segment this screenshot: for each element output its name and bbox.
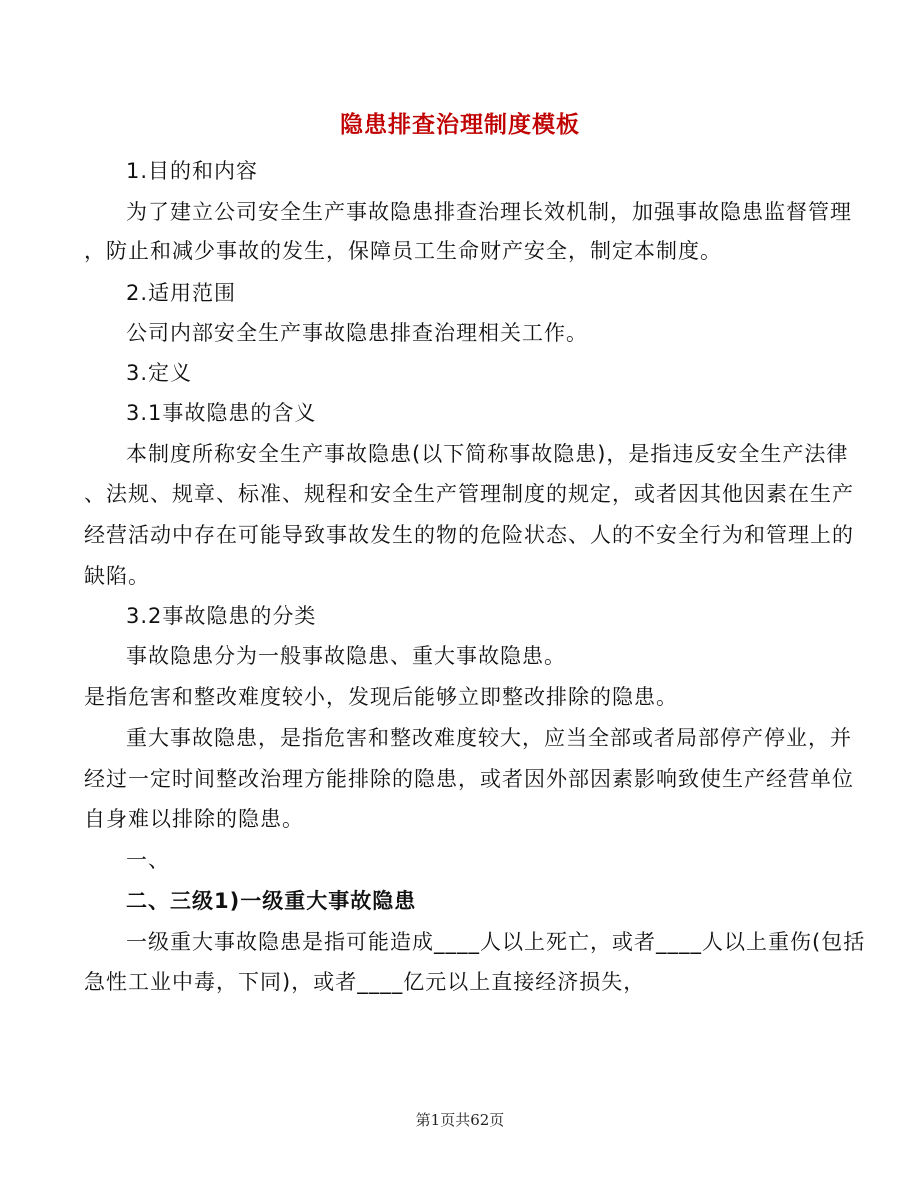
paragraph-line: 公司内部安全生产事故隐患排查治理相关工作。 bbox=[126, 321, 588, 345]
paragraph-line: 急性工业中毒，下同)，或者____亿元以上直接经济损失， bbox=[84, 970, 646, 994]
section-heading: 二、三级1)一级重大事故隐患 bbox=[126, 889, 417, 913]
paragraph-line: 是指危害和整改难度较小，发现后能够立即整改排除的隐患。 bbox=[84, 685, 678, 709]
subsection-heading: 3.1事故隐患的含义 bbox=[126, 401, 317, 425]
section-heading: 一、 bbox=[126, 848, 170, 872]
page-number: 第1页共62页 bbox=[415, 1111, 505, 1129]
paragraph-line: 、法规、规章、标准、规程和安全生产管理制度的规定，或者因其他因素在生产 bbox=[84, 482, 854, 506]
paragraph-line: 为了建立公司安全生产事故隐患排查治理长效机制，加强事故隐患监督管理 bbox=[126, 200, 852, 224]
paragraph-line: 缺陷。 bbox=[84, 564, 150, 588]
paragraph-line: 自身难以排除的隐患。 bbox=[84, 807, 304, 831]
paragraph-line: 一级重大事故隐患是指可能造成____人以上死亡，或者____人以上重伤(包括 bbox=[126, 930, 866, 954]
paragraph-line: 本制度所称安全生产事故隐患(以下简称事故隐患)，是指违反安全生产法律 bbox=[126, 442, 849, 466]
paragraph-line: 经营活动中存在可能导致事故发生的物的危险状态、人的不安全行为和管理上的 bbox=[84, 523, 854, 547]
subsection-heading: 3.2事故隐患的分类 bbox=[126, 604, 317, 628]
paragraph-line: 事故隐患分为一般事故隐患、重大事故隐患。 bbox=[126, 644, 566, 668]
paragraph-line: 重大事故隐患，是指危害和整改难度较大，应当全部或者局部停产停业，并 bbox=[126, 726, 852, 750]
section-heading: 1.目的和内容 bbox=[126, 159, 259, 183]
paragraph-line: 经过一定时间整改治理方能排除的隐患，或者因外部因素影响致使生产经营单位 bbox=[84, 767, 854, 791]
section-heading: 2.适用范围 bbox=[126, 281, 237, 305]
paragraph-line: ，防止和减少事故的发生，保障员工生命财产安全，制定本制度。 bbox=[84, 239, 722, 263]
document-title: 隐患排查治理制度模板 bbox=[340, 112, 580, 138]
section-heading: 3.定义 bbox=[126, 361, 193, 385]
